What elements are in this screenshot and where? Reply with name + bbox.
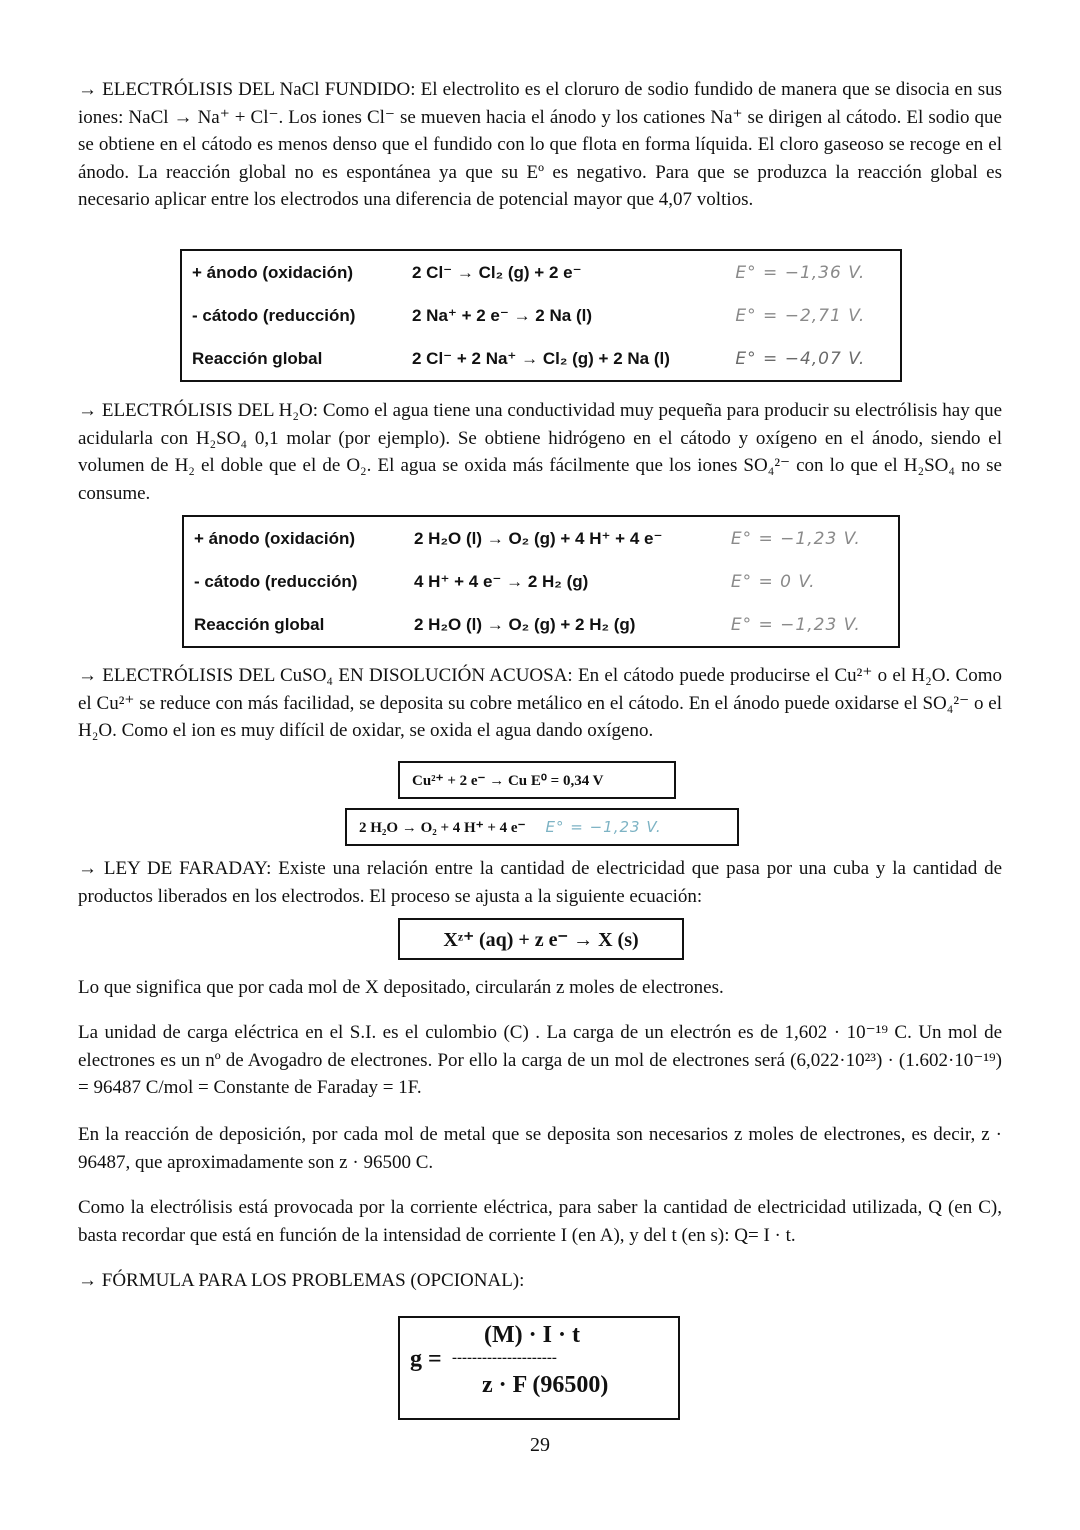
nacl-reaction-table	[180, 249, 902, 382]
formula-lhs: g =	[410, 1346, 442, 1372]
row-potential: E° = −1,23 V.	[730, 614, 861, 635]
equation-potential: E° = −1,23 V.	[545, 818, 662, 836]
table-row	[183, 603, 899, 647]
table-row	[181, 337, 901, 381]
charge-paragraph: La unidad de carga eléctrica en el S.I. es el culombio (C) . La carga de un electrón es de 1,602 · 10⁻¹⁹ C. Un mol de electrones es un nº de Avogadro de electrones. Por ello la carga de un mol de electrones será (6,022·10²³) · (1.602·10⁻¹⁹) = 96487 C/mol = Constante de Faraday = 1F.	[78, 1022, 1002, 1098]
row-label: - cátodo (reducción)	[192, 305, 356, 325]
formula-box	[398, 1316, 680, 1420]
row-label: - cátodo (reducción)	[194, 571, 358, 591]
formula-heading: → FÓRMULA PARA LOS PROBLEMAS (OPCIONAL):	[78, 1270, 525, 1291]
formula-denominator: z · F (96500)	[482, 1372, 609, 1398]
row-equation: 2 H₂O (l) → O₂ (g) + 2 H₂ (g)	[414, 614, 636, 634]
nacl-paragraph: → ELECTRÓLISIS DEL NaCl FUNDIDO: El electrolito es el cloruro de sodio fundido de manera que se disocia en sus iones: NaCl → Na⁺ + Cl⁻. Los iones Cl⁻ se mueven hacia el ánodo y los cationes Na⁺ se dirigen al cátodo. El sodio que se obtiene en el cátodo es menos denso que el fundido con lo que flota en forma líquida. El cloro gaseoso se recoge en el ánodo. La reacción global no es espontánea ya que su Eº es negativo. Para que se produzca la reacción global es necesario aplicar entre los electrodos una diferencia de potencial mayor que 4,07 voltios.	[78, 79, 1002, 210]
cu-reduction-equation	[398, 761, 676, 799]
row-label: + ánodo (oxidación)	[192, 262, 354, 282]
current-paragraph: Como la electrólisis está provocada por la corriente eléctrica, para saber la cantidad de electricidad utilizada, Q (en C), basta recordar que está en función de la intensidad de corriente I (en A), y del t (en s): Q= I · t.	[78, 1197, 1002, 1246]
row-equation: 2 Na⁺ + 2 e⁻ → 2 Na (l)	[412, 305, 592, 325]
row-potential: E° = −4,07 V.	[735, 348, 866, 369]
row-label: Reacción global	[194, 614, 325, 634]
water-oxidation-equation	[345, 808, 739, 846]
equation-text: 2 H₂O → O₂ + 4 H⁺ + 4 e⁻	[359, 819, 526, 836]
page-number: 29	[530, 1434, 550, 1456]
row-equation: 2 Cl⁻ + 2 Na⁺ → Cl₂ (g) + 2 Na (l)	[412, 348, 670, 368]
row-equation: 2 H₂O (l) → O₂ (g) + 4 H⁺ + 4 e⁻	[414, 528, 663, 548]
equation-text: Cu²⁺ + 2 e⁻ → Cu E⁰ = 0,34 V	[412, 772, 604, 789]
table-row	[181, 294, 901, 337]
deposition-paragraph: En la reacción de deposición, por cada mol de metal que se deposita son necesarios z moles de electrones, es decir, z · 96487, que aproximadamente son z · 96500 C.	[78, 1124, 1002, 1173]
water-paragraph: → ELECTRÓLISIS DEL H₂O: Como el agua tiene una conductividad muy pequeña para producir su electrólisis hay que acidularla con H₂SO₄ 0,1 molar (por ejemplo). Se obtiene hidrógeno en el cátodo y oxígeno en el ánodo, siendo el volumen de H₂ el doble que el de O₂. El agua se oxida más fácilmente que los iones SO₄²⁻ con lo que el H₂SO₄ no se consume.	[78, 400, 1002, 504]
row-potential: E° = −1,36 V.	[735, 262, 866, 283]
row-label: + ánodo (oxidación)	[194, 528, 356, 548]
faraday-equation	[398, 918, 684, 960]
formula-numerator: (M) · I · t	[484, 1322, 580, 1348]
row-label: Reacción global	[192, 348, 323, 368]
row-potential: E° = 0 V.	[730, 571, 816, 592]
table-row	[183, 560, 899, 603]
table-row	[181, 250, 901, 294]
row-potential: E° = −1,23 V.	[730, 528, 861, 549]
row-equation: 4 H⁺ + 4 e⁻ → 2 H₂ (g)	[414, 571, 589, 591]
equation-text: Xᶻ⁺ (aq) + z e⁻ → X (s)	[443, 928, 639, 951]
faraday-paragraph: → LEY DE FARADAY: Existe una relación entre la cantidad de electricidad que pasa por una cuba y la cantidad de productos liberados en los electrodos. El proceso se ajusta a la siguiente ecuación:	[78, 858, 1002, 907]
formula-fraction-line: ---------------------	[452, 1350, 557, 1366]
water-reaction-table	[182, 515, 900, 648]
faraday-note: Lo que significa que por cada mol de X depositado, circularán z moles de electrones.	[78, 977, 724, 998]
cuso4-paragraph: → ELECTRÓLISIS DEL CuSO₄ EN DISOLUCIÓN ACUOSA: En el cátodo puede producirse el Cu²⁺ o el H₂O. Como el Cu²⁺ se reduce con más facilidad, se deposita su cobre metálico en el cátodo. En el ánodo puede oxidarse el SO₄²⁻ o el H₂O. Como el ion es muy difícil de oxidar, se oxida el agua dando oxígeno.	[78, 665, 1002, 741]
row-potential: E° = −2,71 V.	[735, 305, 866, 326]
row-equation: 2 Cl⁻ → Cl₂ (g) + 2 e⁻	[412, 262, 582, 282]
table-row	[183, 516, 899, 560]
